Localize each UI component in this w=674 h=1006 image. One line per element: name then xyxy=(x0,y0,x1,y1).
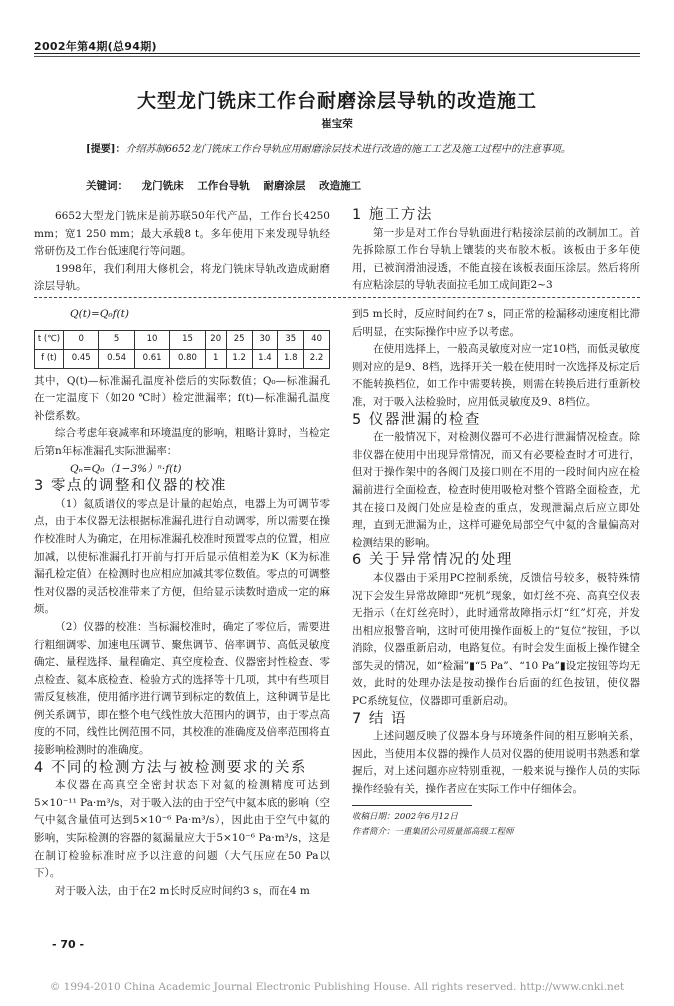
header-rule xyxy=(34,53,640,54)
table-cell: 2.2 xyxy=(304,349,330,368)
section-paragraph: 综合考虑年衰减率和环境温度的影响，粗略计算时，当检定后第n年标准漏孔实际泄漏率： xyxy=(34,427,330,457)
table-cell: 40 xyxy=(304,330,330,349)
section-heading: 7 结 语 xyxy=(352,710,407,727)
section-paragraph: 本仪器由于采用PC控制系统，反馈信号较多，极特殊情况下会发生异常故障即“死机”现象，如灯丝不亮、高真空仪表无指示（在灯丝亮时），此时通常故障指示灯“红”灯亮，并发出相应报警音响，这时可使用操作面板上的“复位”按钮，予以消除，仪器重新启动，电路复位。有时会发生面板上操作键全部失灵的情况，如“检漏”▮“5 Pa”、“10 Pa”▮设定按钮等均无效，此时的处理办法是按动操作台后面的红色按钮，使仪器PC系统复位，仪器即可重新启动。 xyxy=(352,571,640,708)
keywords-label: 关键词： xyxy=(86,180,128,192)
table-cell: 0.54 xyxy=(99,349,134,368)
table-cell: 10 xyxy=(134,330,169,349)
table-cell: 1.4 xyxy=(252,349,278,368)
article-title: 大型龙门铣床工作台耐磨涂层导轨的改造施工 xyxy=(136,90,537,112)
table-cell: t (℃) xyxy=(35,330,64,349)
keyword: 耐磨涂层 xyxy=(263,180,306,192)
table-cell: 0.80 xyxy=(170,349,205,368)
table-row xyxy=(35,330,330,349)
left-column xyxy=(34,306,330,900)
table-cell: 35 xyxy=(278,330,304,349)
section-paragraph: 对于吸入法，由于在2 m长时反应时间约3 s，而在4 m xyxy=(55,884,310,897)
section-paragraph: 到5 m长时，反应时间约在7 s，同正常的检漏移动速度相比滞后明显，在实际操作中应予以考虑。 xyxy=(352,308,640,338)
table-row xyxy=(35,349,330,368)
abstract-text: 介绍苏制6652龙门铣床工作台导轨应用耐磨涂层技术进行改造的施工工艺及施工过程中的注意事项。 xyxy=(125,144,571,155)
table-cell: 15 xyxy=(170,330,205,349)
table-cell: 25 xyxy=(226,330,252,349)
author-bio-note: 作者简介：一重集团公司质量部高级工程师 xyxy=(352,826,514,837)
table-cell: 5 xyxy=(99,330,134,349)
table-cell: 0.61 xyxy=(134,349,169,368)
section-heading: 3 零点的调整和仪器的校准 xyxy=(34,478,227,495)
page-separator xyxy=(34,297,640,298)
table-cell: 30 xyxy=(252,330,278,349)
intro-column xyxy=(34,208,330,296)
table-cell: 0.45 xyxy=(64,349,99,368)
formula-2: Qₙ=Q₀（1−3%）ⁿ·f(t) xyxy=(70,462,182,475)
section-heading: 4 不同的检测方法与被检测要求的关系 xyxy=(34,759,307,776)
right-column xyxy=(352,306,640,840)
copyright-footer: © 1994-2010 China Academic Journal Electronic Publishing House. All rights reserved. http://www.cnki.net xyxy=(49,981,625,993)
table-cell: 20 xyxy=(205,330,226,349)
section-paragraph: 第一步是对工作台导轨面进行粘接涂层前的改制加工。首先拆除原工作台导轨上镶装的夹布胶木板。该板由于多年使用，已被润滑油浸透，不能直接在该板表面压涂层。然后将所有应粘涂层的导轨表面拉毛加工成间距2~3 xyxy=(352,226,640,292)
table-cell: f (t) xyxy=(35,349,64,368)
section-paragraph: 上述问题反映了仪器本身与环境条件间的相互影响关系，因此，当使用本仪器的操作人员对仪器的使用说明书熟悉和掌握后，对上述问题亦应特别重视，一般来说与操作人员的实际操作经验有关，操作者应在实际工作中仔细体会。 xyxy=(352,730,640,796)
formula-1: Q(t)=Q₀f(t) xyxy=(70,308,129,320)
table-cell: 1.2 xyxy=(226,349,252,368)
section-heading: 5 仪器泄漏的检查 xyxy=(352,411,481,428)
abstract xyxy=(86,141,600,158)
author: 崔宝荣 xyxy=(321,118,353,130)
intro-paragraph: 1998年，我们利用大修机会，将龙门铣床导轨改造成耐磨涂层导轨。 xyxy=(34,262,330,293)
table-cell: 0 xyxy=(64,330,99,349)
section-paragraph: （2）仪器的校准：当标漏校准时，确定了零位后，需要进行粗细调零、加速电压调节、聚焦调节、倍率调节、高低灵敏度确定、量程选择、量程确定、真空度检查、仪器密封性检查、零点检查、氦本底检查、检验方式的选择等十几项，其中有些项目需反复核准，使用循序进行调节到标定的数值上，这种调节是比例关系调节，即在整个电气线性放大范围内的调节，由于零点高度的不同，线性比例范围不同，其校准的准确度及倍率范围将直接影响检测时的准确度。 xyxy=(34,620,330,757)
section-1 xyxy=(352,207,640,295)
table-cell: 1 xyxy=(205,349,226,368)
footnote-rule xyxy=(352,805,472,806)
keyword: 龙门铣床 xyxy=(141,180,184,192)
section-heading: 1 施工方法 xyxy=(352,207,433,223)
section-paragraph: 在使用选择上，一般高灵敏度对应一定10档，而低灵敏度则对应的是9、8档，选择开关一般在使用时一次选择及标定后不能转换档位，如工作中需要转换，则需在转换后进行重新校准，对于吸入法检验时，应用低灵敏度及9、8档位。 xyxy=(352,343,640,408)
temperature-table xyxy=(34,330,330,369)
keyword: 工作台导轨 xyxy=(197,180,250,192)
received-date-note: 收稿日期：2002年6月12日 xyxy=(352,811,458,822)
journal-issue-header: 2002年第4期(总94期) xyxy=(34,40,157,53)
page-number: - 70 - xyxy=(52,938,85,951)
section-paragraph: 在一般情况下，对检测仪器可不必进行泄漏情况检查。除非仪器在使用中出现异常情况，而又有必要检查时才可进行，但对于操作架中的各阀门及接口则在不用的一段时间内应在检漏前进行全面检查，检查时使用吸枪对整个管路全面检查，尤其在接口及阀门处应是检查的重点，发现泄漏点后应立即处理，直到无泄漏为止，这样可避免局部空气中氦的含量偏高对检测结果的影响。 xyxy=(352,431,640,549)
intro-paragraph: 6652大型龙门铣床是前苏联50年代产品，工作台长4250 mm；宽1 250 mm；最大承载8 t。多年使用下来发现导轨经常研伤及工作台低速爬行等问题。 xyxy=(34,210,330,258)
keyword: 改造施工 xyxy=(319,180,362,192)
formula-explanation: 其中，Q(t)—标准漏孔温度补偿后的实际数值；Q₀—标准漏孔在一定温度下（如20 ℃时）检定泄漏率；f(t)—标准漏孔温度补偿系数。 xyxy=(34,374,330,422)
section-paragraph: （1）氦质谱仪的零点是计量的起始点，电器上为可调节零点，由于本仪器无法根据标准漏孔进行自动调零，所以需要在操作校准时人为确定，在用标准漏孔校准时预置零点的位置，相应加减，以使标准漏孔打开前与打开后显示值相差为K（K为标准漏孔检定值）在检测时也应相应加减其零位数值。零点的可调整性对仪器的灵活校准带来了方便，但给显示读数时造成一定的麻烦。 xyxy=(34,497,330,616)
header-rule-thin xyxy=(34,56,640,57)
keywords xyxy=(86,178,371,193)
section-heading: 6 关于异常情况的处理 xyxy=(352,552,513,569)
section-paragraph: 本仪器在高真空全密封状态下对氦的检测精度可达到5×10⁻¹¹ Pa·m³/s，对于吸入法的由于空气中氦本底的影响（空气中氦含量值可达到5×10⁻⁶ Pa·m³/s），因此由于空气中氦的影响，实际检测的容器的氦漏量应大于5×10⁻⁶ Pa·m³/s，这是在制订检验标准时应予以注意的问题（大气压应在50 Pa以下）。 xyxy=(34,779,330,880)
table-cell: 1.8 xyxy=(278,349,304,368)
abstract-label: [提要]： xyxy=(86,144,126,155)
